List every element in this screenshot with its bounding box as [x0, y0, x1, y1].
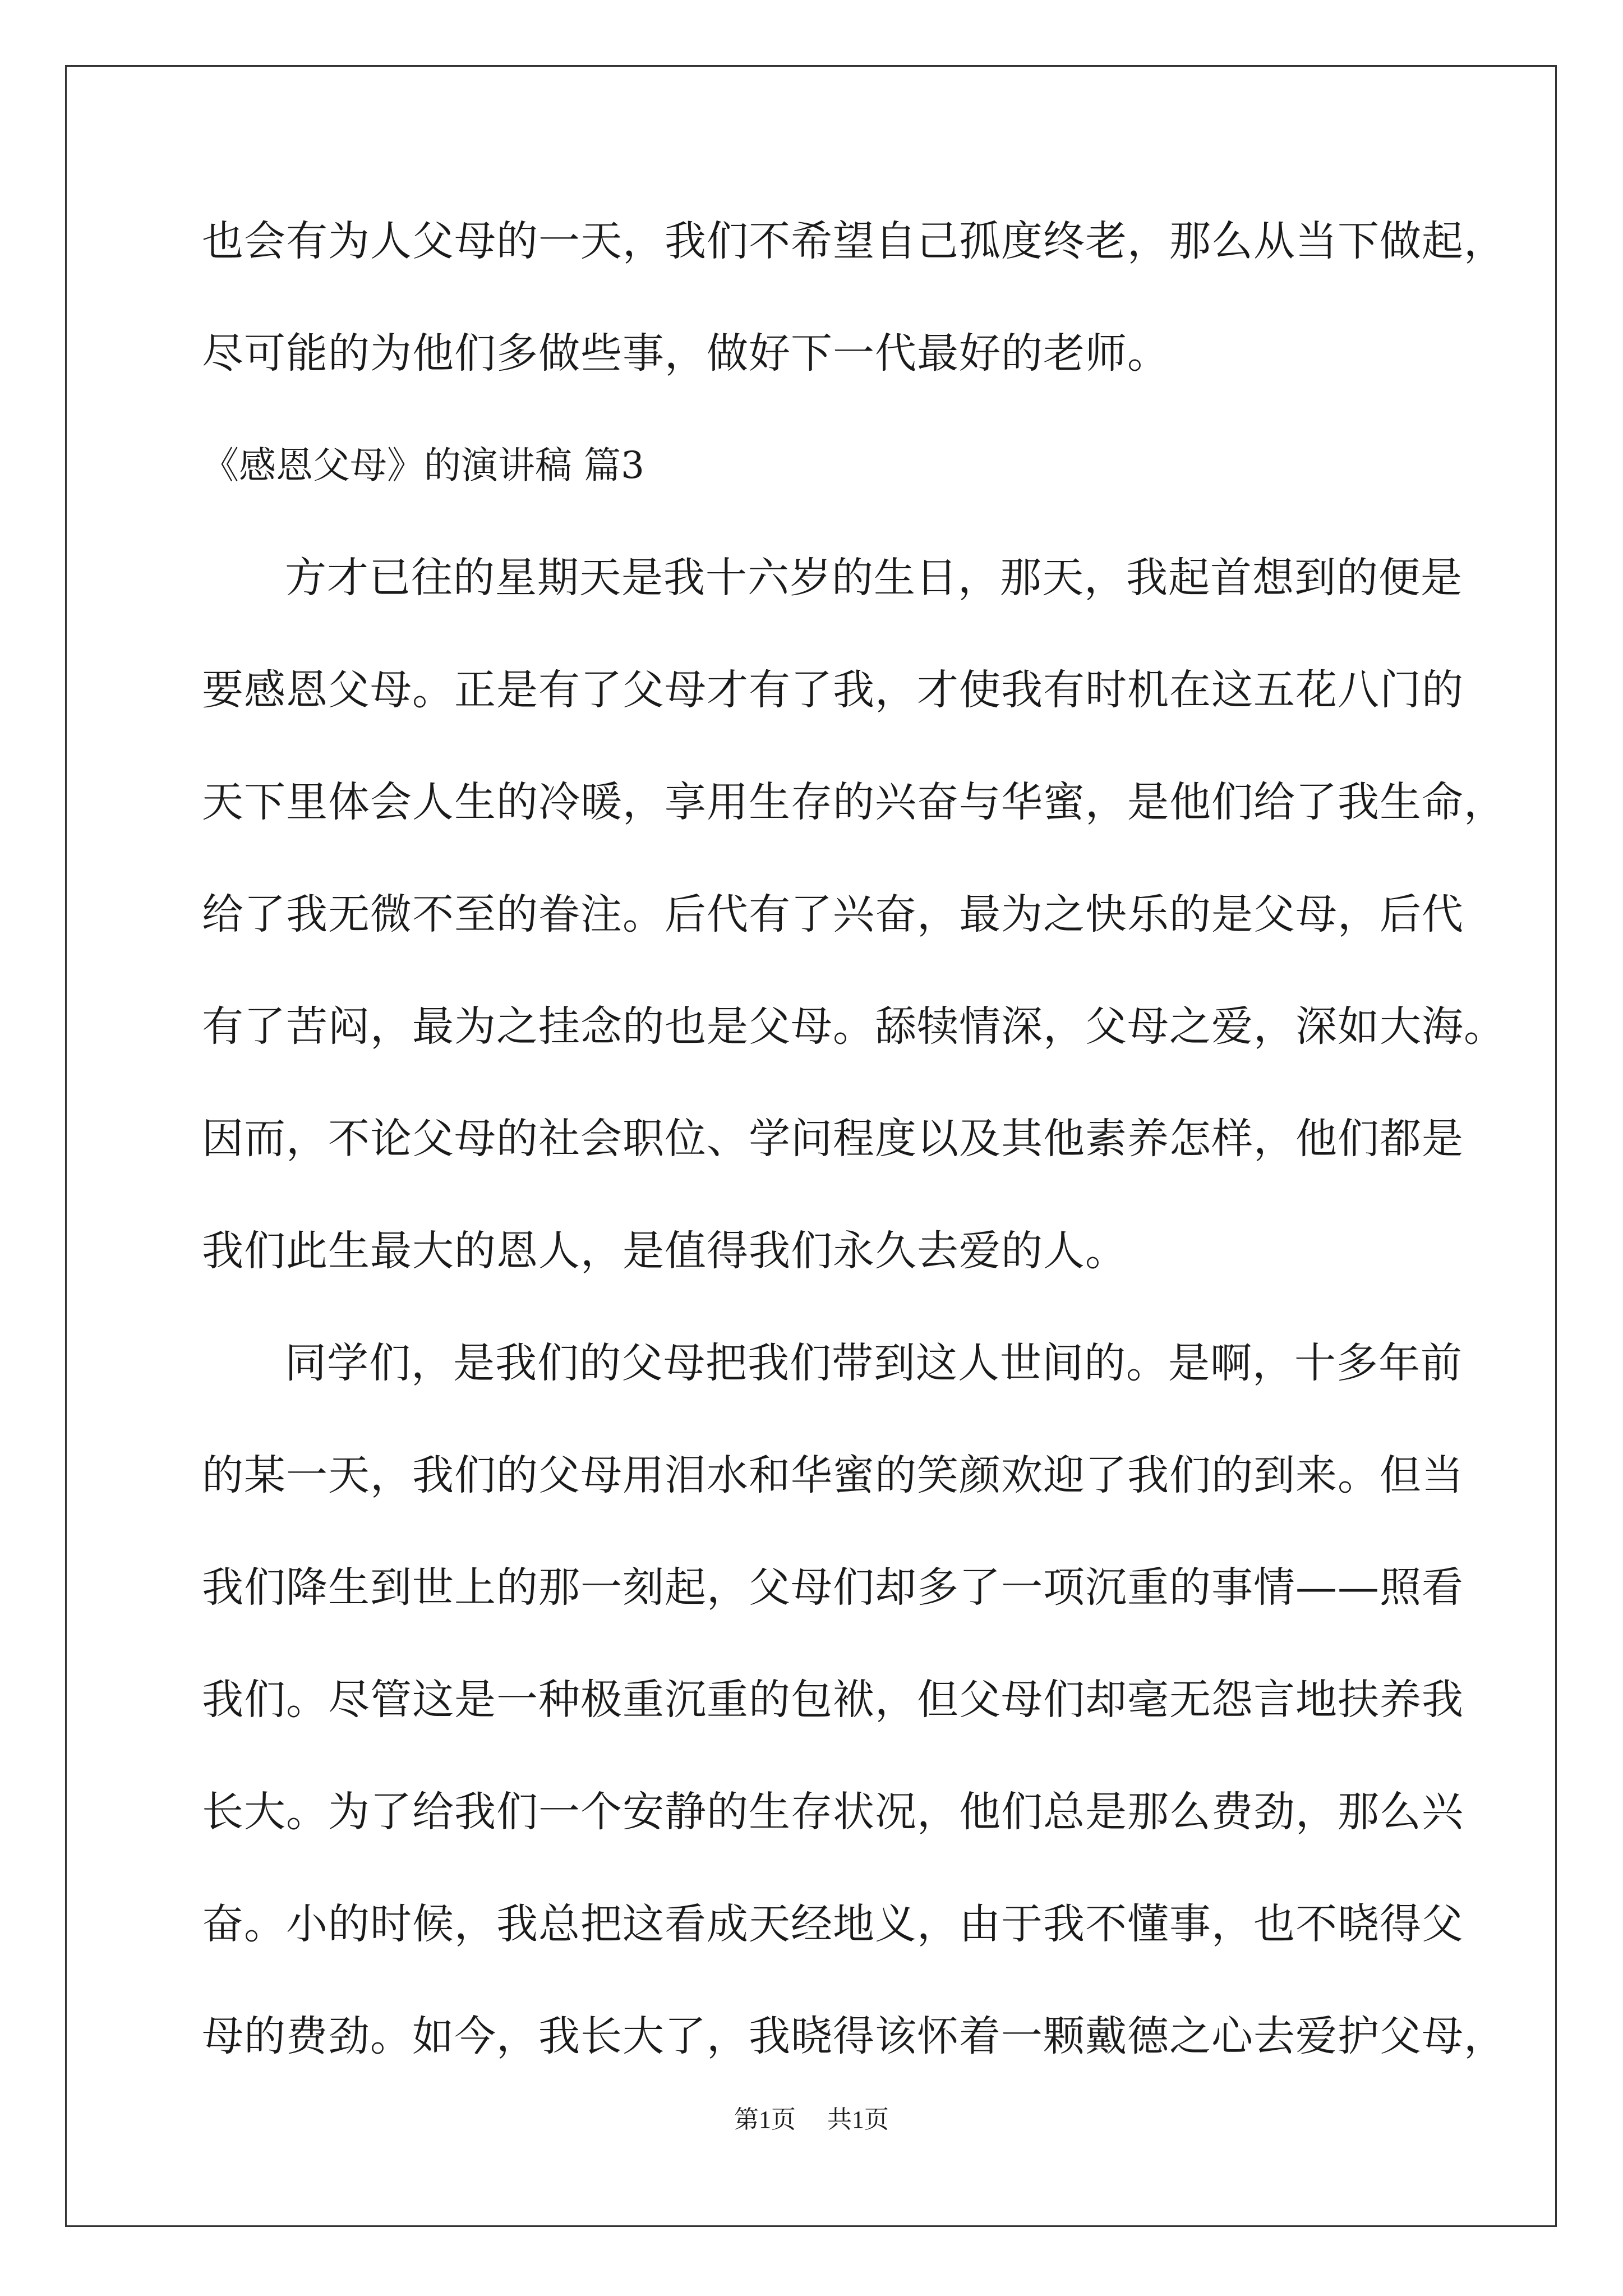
paragraph-line: 方才已往的星期天是我十六岁的生日，那天，我起首想到的便是 — [285, 554, 1463, 602]
paragraph-line: 同学们，是我们的父母把我们带到这人世间的。是啊，十多年前 — [285, 1339, 1463, 1387]
paragraph-line: 奋。小的时候，我总把这看成天经地义，由于我不懂事，也不晓得父 — [202, 1900, 1464, 1948]
document-body — [202, 217, 1506, 2124]
paragraph-line: 有了苦闷，最为之挂念的也是父母。舔犊情深，父母之爱，深如大海。 — [202, 1002, 1506, 1051]
page-count: 共1页 — [827, 2106, 889, 2133]
paragraph-line: 也会有为人父母的一天，我们不希望自己孤度终老，那么从当下做起， — [202, 217, 1506, 265]
paragraph-line: 母的费劲。如今，我长大了，我晓得该怀着一颗戴德之心去爱护父母， — [202, 2012, 1506, 2060]
paragraph-line: 因而，不论父母的社会职位、学问程度以及其他素养怎样，他们都是 — [202, 1115, 1464, 1163]
paragraph-line: 要感恩父母。正是有了父母才有了我，才使我有时机在这五花八门的 — [202, 666, 1464, 714]
paragraph-line: 的某一天，我们的父母用泪水和华蜜的笑颜欢迎了我们的到来。但当 — [202, 1451, 1464, 1499]
paragraph-line: 长大。为了给我们一个安静的生存状况，他们总是那么费劲，那么兴 — [202, 1788, 1464, 1836]
page-number: 第1页 — [734, 2106, 796, 2133]
paragraph-line: 我们降生到世上的那一刻起，父母们却多了一项沉重的事情——照看 — [202, 1563, 1464, 1612]
paragraph-line: 天下里体会人生的冷暖，享用生存的兴奋与华蜜，是他们给了我生命， — [202, 778, 1506, 826]
section-heading: 《感恩父母》的演讲稿 篇3 — [202, 444, 644, 487]
page-footer — [0, 2099, 1623, 2135]
paragraph-line: 我们此生最大的恩人，是值得我们永久去爱的人。 — [202, 1227, 1127, 1275]
paragraph-line: 给了我无微不至的眷注。后代有了兴奋，最为之快乐的是父母，后代 — [202, 890, 1464, 938]
paragraph-line: 尽可能的为他们多做些事，做好下一代最好的老师。 — [202, 329, 1169, 378]
paragraph-line: 我们。尽管这是一种极重沉重的包袱，但父母们却毫无怨言地扶养我 — [202, 1676, 1464, 1724]
